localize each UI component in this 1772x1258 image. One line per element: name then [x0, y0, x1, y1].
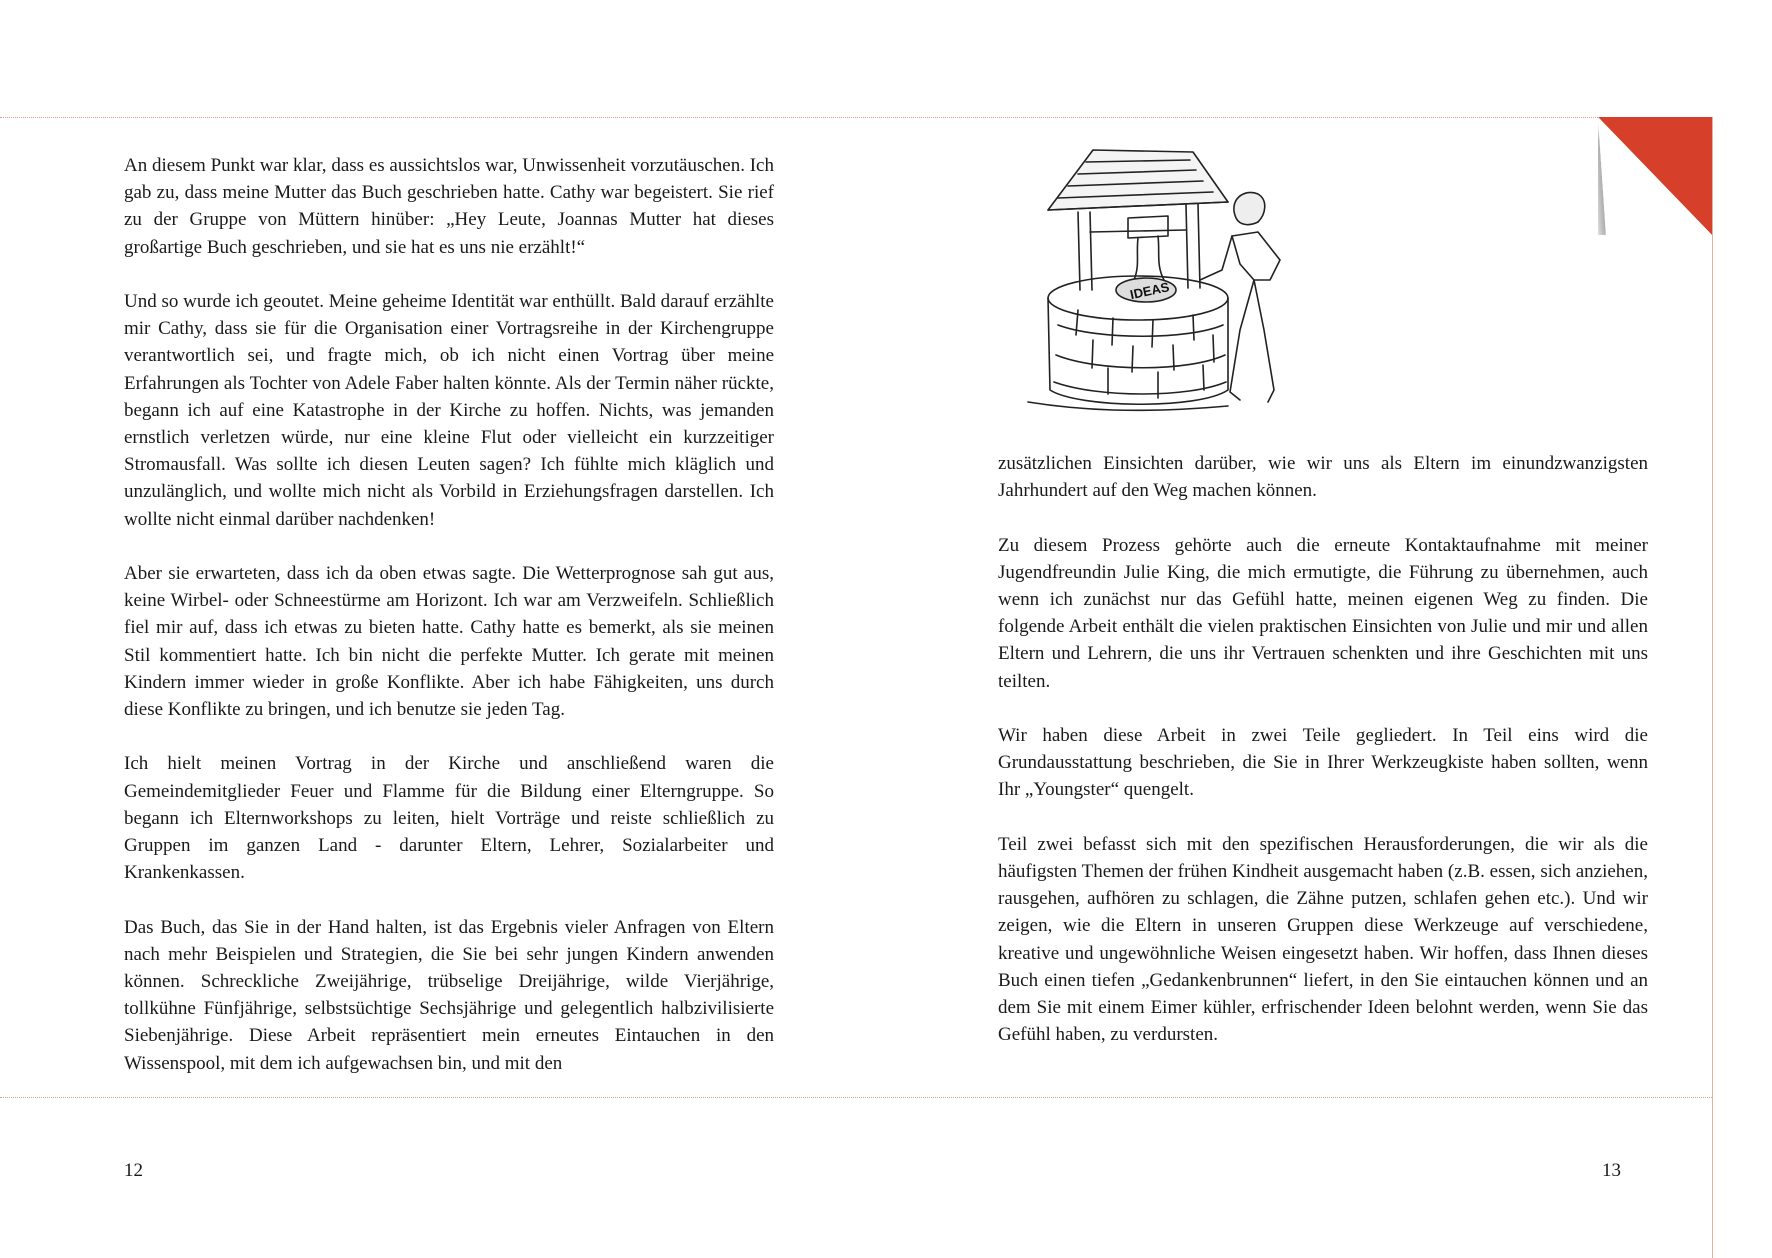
corner-page-flap [1598, 117, 1712, 235]
page-number-left: 12 [124, 1160, 143, 1181]
paragraph: zusätzlichen Einsichten darüber, wie wir uns als Eltern im einundzwanzigsten Jahrhundert auf den Weg machen können. [998, 453, 1648, 502]
top-margin-rule [0, 117, 1712, 118]
paragraph: Teil zwei befasst sich mit den spezifischen Herausforderungen, die wir als die häufigsten Themen der frühen Kindheit ausgemacht haben (z.B. essen, sich anziehen, rausgehen, aufhören zu schlagen, die Zähne putzen, schlafen gehen etc.). Und wir zeigen, wie die Eltern in unseren Gruppen diese Werkzeuge auf verschiedene, kreative und ungewöhnliche Weisen eingesetzt haben. Wir hoffen, dass Ihnen dieses Buch einen tiefen „Gedankenbrunnen“ liefert, in den Sie eintauchen können und an dem Sie mit einem Eimer kühler, erfrischender Ideen belohnt werden, wenn Sie das Gefühl haben, zu verdursten. [998, 833, 1648, 1046]
wishing-well-illustration [1018, 140, 1298, 440]
paragraph: An diesem Punkt war klar, dass es aussichtslos war, Unwissenheit vorzutäuschen. Ich gab zu, dass meine Mutter das Buch geschrieben hatte. Cathy war begeistert. Sie rief zu der Gruppe von Müttern hinüber: „Hey Leute, Joannas Mutter hat dieses großartige Buch geschrieben, und sie hat es uns nie erzählt!“ [124, 155, 774, 258]
left-page-text [124, 152, 774, 1104]
right-page-text [998, 450, 1648, 1076]
paragraph: Wir haben diese Arbeit in zwei Teile gegliedert. In Teil eins wird die Grundausstattung beschrieben, die Sie in Ihrer Werkzeugkiste haben sollten, wenn Ihr „Youngster“ quengelt. [998, 725, 1648, 801]
paragraph: Das Buch, das Sie in der Hand halten, ist das Ergebnis vieler Anfragen von Eltern nach mehr Beispielen und Strategien, die Sie bei sehr jungen Kindern anwenden können. Schreckliche Zweijährige, trübselige Dreijährige, wilde Vierjährige, tollkühne Fünfjährige, selbstsüchtige Sechsjährige und gelegentlich halbzivilisierte Siebenjährige. Diese Arbeit repräsentiert mein erneutes Eintauchen in den Wissenspool, mit dem ich aufgewachsen bin, und mit den [124, 916, 774, 1074]
paragraph: Und so wurde ich geoutet. Meine geheime Identität war enthüllt. Bald darauf erzählte mir Cathy, dass sie für die Organisation einer Vortragsreihe in der Kirchengruppe verantwortlich sei, und fragte mich, ob ich nicht einen Vortrag über meine Erfahrungen als Tochter von Adele Faber halten könnte. Als der Termin näher rückte, begann ich auf eine Katastrophe in der Kirche zu hoffen. Nichts, was jemanden ernstlich verletzen würde, nur eine kleine Flut oder vielleicht ein kurzzeitiger Stromausfall. Was sollte ich diesen Leuten sagen? Ich fühlte mich kläglich und unzulänglich, und wollte mich nicht als Vorbild in Erziehungsfragen darstellen. Ich wollte nicht einmal darüber nachdenken! [124, 291, 774, 530]
paragraph: Zu diesem Prozess gehörte auch die erneute Kontaktaufnahme mit meiner Jugendfreundin Julie King, die mich ermutigte, die Führung zu übernehmen, auch wenn ich zunächst nur das Gefühl hatte, meinen eigenen Weg zu finden. Die folgende Arbeit enthält die vielen praktischen Einsichten von Julie und mir und allen Eltern und Lehrern, die uns ihr Vertrauen schenkten und ihre Geschichten mit uns teilten. [998, 534, 1648, 692]
right-edge-rule [1712, 117, 1713, 1258]
page-number-right: 13 [1602, 1160, 1621, 1181]
bucket-label: IDEAS [1128, 279, 1171, 303]
paragraph: Aber sie erwarteten, dass ich da oben etwas sagte. Die Wetterprognose sah gut aus, keine Wirbel- oder Schneestürme am Horizont. Ich war am Verzweifeln. Schließlich fiel mir auf, dass ich etwas zu bieten hatte. Cathy hatte es bemerkt, als sie meinen Stil kommentiert hatte. Ich bin nicht die perfekte Mutter. Ich gerate mit meinen Kindern immer wieder in große Konflikte. Aber ich habe Fähigkeiten, uns durch diese Konflikte zu bringen, und ich benutze sie jeden Tag. [124, 563, 774, 721]
paragraph: Ich hielt meinen Vortrag in der Kirche und anschließend waren die Gemeindemitglieder Feuer und Flamme für die Bildung einer Elterngruppe. So begann ich Elternworkshops zu leiten, hielt Vorträge und reiste schließlich zu Gruppen im ganzen Land - darunter Eltern, Lehrer, Sozialarbeiter und Krankenkassen. [124, 753, 774, 884]
